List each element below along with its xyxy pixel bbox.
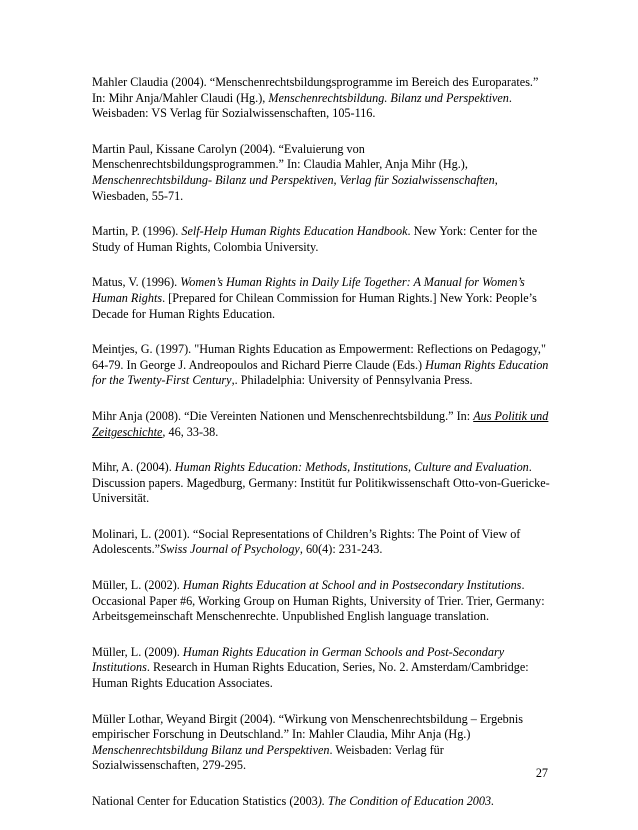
reference-title: Menschenrechtsbildung- Bilanz und Perspektiven, Verlag für Sozialwissenschaften	[92, 172, 495, 187]
reference-entry	[92, 794, 554, 810]
reference-text: Matus, V. (1996).	[92, 275, 181, 290]
reference-title: Human Rights Education for the Twenty-First Century	[92, 357, 549, 388]
reference-text: Meintjes, G. (1997). "Human Rights Education as Empowerment: Reflections on Pedagogy," 64-79. In George J. Andreopoulos and Richard Pierre Claude (Eds.)	[92, 342, 546, 372]
reference-entry	[92, 224, 554, 255]
reference-text: , 46, 33-38.	[162, 424, 219, 439]
reference-text: Müller, L. (2009).	[92, 644, 183, 659]
reference-text: Müller Lothar, Weyand Birgit (2004). “Wirkung von Menschenrechtsbildung – Ergebnis empirischer Forschung in Deutschland.” In: Mahler Claudia, Mihr Anja (Hg.)	[92, 711, 523, 742]
reference-list	[92, 75, 554, 830]
reference-entry	[92, 460, 554, 507]
reference-text: . Weisbaden: Verlag für Sozialwissenschaften, 279-295.	[92, 742, 444, 773]
reference-entry	[92, 712, 554, 774]
reference-text: Müller, L. (2002).	[92, 578, 183, 593]
reference-text: Mihr Anja (2008). “Die Vereinten Nationen und Menschenrechtsbildung.” In:	[92, 408, 474, 423]
reference-entry	[92, 75, 554, 122]
reference-title: ). The Condition of Education 2003.	[317, 794, 495, 808]
reference-entry	[92, 645, 554, 692]
reference-title: Menschenrechtsbildung. Bilanz und Perspektiven	[268, 90, 509, 105]
reference-journal-link: Aus Politik und Zeitgeschichte	[92, 408, 549, 439]
page-number: 27	[535, 766, 548, 780]
reference-title: Human Rights Education in German Schools and Post-Secondary Institutions	[92, 644, 505, 675]
reference-text: , 60(4): 231-243.	[299, 542, 383, 557]
reference-entry	[92, 275, 554, 322]
reference-entry	[92, 342, 554, 389]
reference-text: Mahler Claudia (2004). “Menschenrechtsbildungsprogramme im Bereich des Europarates.” In: Mihr Anja/Mahler Claudi (Hg.),	[92, 75, 539, 105]
reference-entry	[92, 578, 554, 625]
reference-title: Menschenrechtsbildung Bilanz und Perspektiven	[92, 742, 330, 757]
reference-entry	[92, 409, 554, 440]
reference-title: Human Rights Education: Methods, Institutions, Culture and Evaluation	[174, 460, 529, 475]
reference-entry	[92, 142, 554, 204]
reference-text: Martin Paul, Kissane Carolyn (2004). “Evaluierung von Menschenrechtsbildungsprogrammen.” In: Claudia Mahler, Anja Mihr (Hg.),	[92, 141, 468, 172]
reference-title: Women’s Human Rights in Daily Life Together: A Manual for Women’s Human Rights	[92, 275, 525, 305]
reference-text: Mihr, A. (2004).	[92, 460, 175, 475]
reference-text: . [Prepared for Chilean Commission for Human Rights.] New York: People’s Decade for Human Rights Education.	[92, 290, 537, 321]
reference-entry	[92, 527, 554, 558]
reference-text: . Weisbaden: VS Verlag für Sozialwissenschaften, 105-116.	[92, 90, 512, 121]
reference-text: Molinari, L. (2001). “Social Representations of Children’s Rights: The Point of View of Adolescents.”	[92, 526, 521, 557]
reference-text: ,. Philadelphia: University of Pennsylvania Press.	[231, 373, 473, 388]
reference-text: , Wiesbaden, 55-71.	[92, 172, 498, 203]
reference-text: Martin, P. (1996).	[92, 224, 182, 239]
reference-text: National Center for Education Statistics (2003	[92, 794, 318, 808]
reference-text: . New York: Center for the Study of Human Rights, Colombia University.	[92, 224, 538, 254]
reference-title: Swiss Journal of Psychology	[160, 542, 300, 557]
reference-text: . Discussion papers. Magedburg, Germany: Institüt fur Politikwissenschaft Otto-von-Guericke-Universität.	[92, 460, 550, 506]
reference-title: Human Rights Education at School and in Postsecondary Institutions	[182, 578, 522, 593]
reference-title: Self-Help Human Rights Education Handbook	[181, 224, 408, 239]
reference-text: . Research in Human Rights Education, Series, No. 2. Amsterdam/Cambridge: Human Rights Education Associates.	[92, 660, 529, 691]
reference-text: . Occasional Paper #6, Working Group on Human Rights, University of Trier. Trier, Germany: Arbeitsgemeinschaft Menschenrechte. Unpublished English language translation.	[92, 578, 545, 624]
